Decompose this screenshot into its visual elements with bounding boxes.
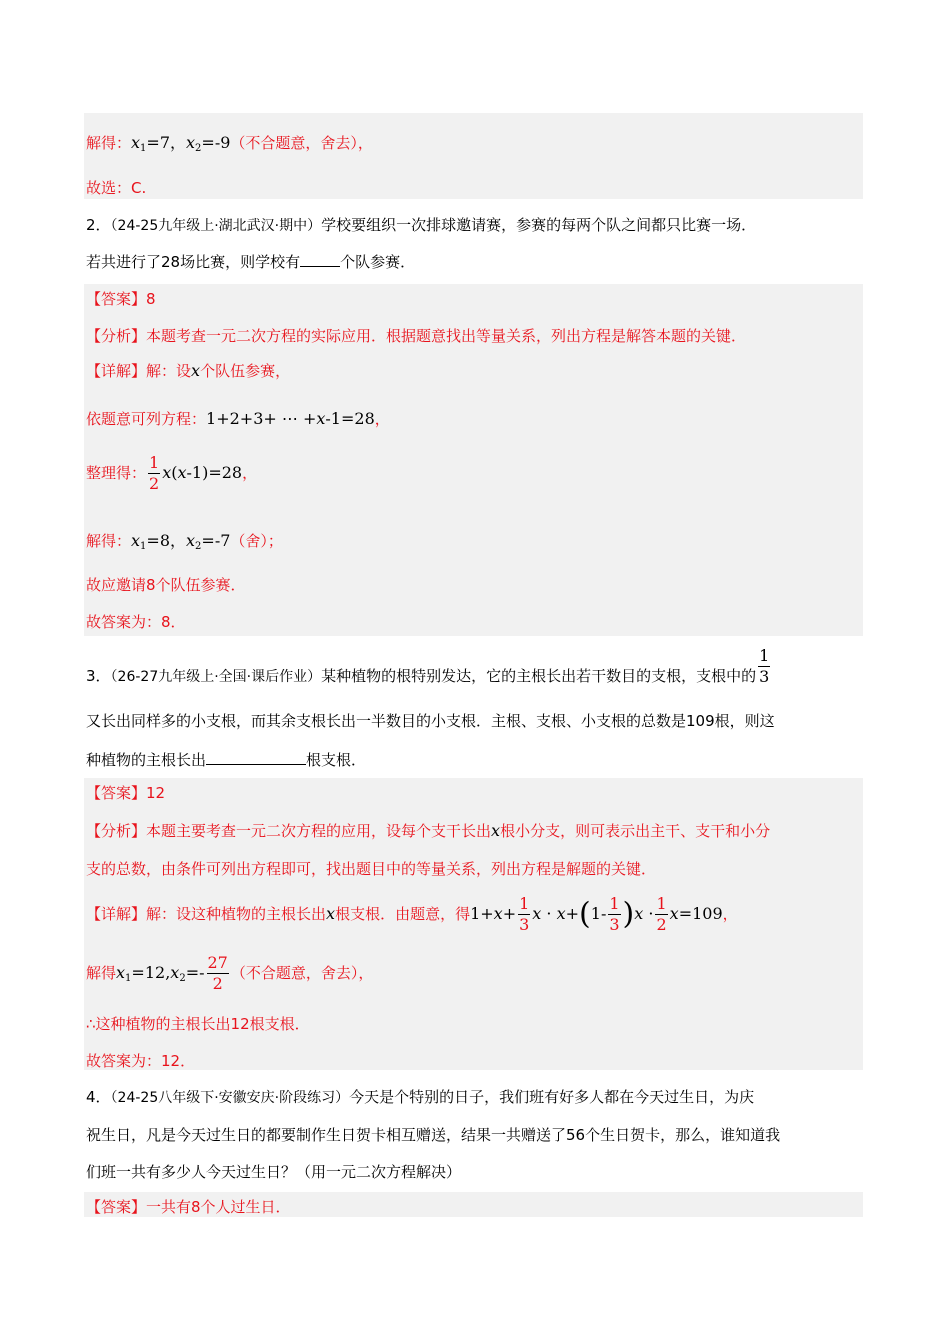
fraction-one-half: $\frac{1}{2}$ — [149, 453, 160, 493]
q2-equation: 依题意可列方程：1+2+3+ ⋯ +x-1=28， — [86, 409, 390, 428]
q2-analysis: 【分析】本题考查一元二次方程的实际应用．根据题意找出等量关系，列出方程是解答本题的关键． — [86, 327, 747, 345]
solution-block-q1 — [84, 113, 863, 199]
q1-choice: 故选：C. — [86, 179, 147, 197]
q3-analysis-line-2: 支的总数，由条件可列出方程即可，找出题目中的等量关系，列出方程是解题的关键． — [86, 860, 657, 878]
q2-answer-blank[interactable] — [300, 266, 340, 267]
q2-solve-line: 解得：$x_1=8$，$x_2=-7$（舍）； — [86, 531, 283, 552]
q3-answer: 【答案】12 — [86, 784, 166, 802]
q2-conclusion: 故应邀请8个队伍参赛． — [86, 576, 246, 594]
q2-answer: 【答案】8 — [86, 290, 156, 308]
q3-detail: 【详解】解：设这种植物的主根长出x根支根．由题意，得1+x+ $\frac{1}{3}$ x · x+(1- $\frac{1}{3}$ )x · $\frac{1}{2}$ x=109， — [86, 894, 738, 934]
q3-analysis-line-1: 【分析】本题主要考查一元二次方程的应用，设每个支干长出x根小分支，则可表示出主干、支干和小分 — [86, 821, 771, 840]
q4-stem-line-2: 祝生日，凡是今天过生日的都要制作生日贺卡相互赠送，结果一共赠送了56个生日贺卡，那么，谁知道我 — [86, 1126, 781, 1144]
q3-final-answer: 故答案为：12． — [86, 1052, 196, 1070]
q2-simplify: 整理得： $\frac{1}{2}$ x(x-1)=28， — [86, 453, 258, 493]
q3-stem-line-1: 3．（26-27九年级上·全国·课后作业）某种植物的根特别发达，它的主根长出若干数目的支根，支根中的 $\frac{1}{3}$ — [86, 646, 770, 686]
q3-stem-line-3: 种植物的主根长出 根支根． — [86, 751, 367, 769]
q2-stem-line-2: 若共进行了28场比赛，则学校有 个队参赛． — [86, 253, 416, 271]
q2-stem-line-1: 2．（24-25九年级上·湖北武汉·期中）学校要组织一次排球邀请赛，参赛的每两个队之间都只比赛一场． — [86, 216, 757, 234]
q3-answer-blank[interactable] — [206, 764, 306, 765]
q3-stem-line-2: 又长出同样多的小支根，而其余支根长出一半数目的小支根．主根、支根、小支根的总数是109根，则这 — [86, 712, 775, 730]
q4-stem-line-3: 们班一共有多少人今天过生日？（用一元二次方程解决） — [86, 1163, 462, 1181]
fraction-one-third: $\frac{1}{3}$ — [759, 646, 770, 686]
q2-detail: 【详解】解：设x个队伍参赛， — [86, 361, 291, 380]
q2-final-answer: 故答案为：8． — [86, 613, 186, 631]
q3-conclusion: ∴这种植物的主根长出12根支根． — [86, 1015, 310, 1033]
q1-solve-line: 解得：$x_1=7$，$x_2=-9$（不合题意，舍去）， — [86, 133, 373, 154]
q4-stem-line-1: 4．（24-25八年级下·安徽安庆·阶段练习）今天是个特别的日子，我们班有好多人都在今天过生日，为庆 — [86, 1088, 755, 1106]
q3-solve-line: 解得$x_1=12,x_2=-$ $\frac{27}{2}$ （不合题意，舍去）， — [86, 953, 374, 993]
q4-answer: 【答案】一共有8个人过生日． — [86, 1198, 291, 1216]
